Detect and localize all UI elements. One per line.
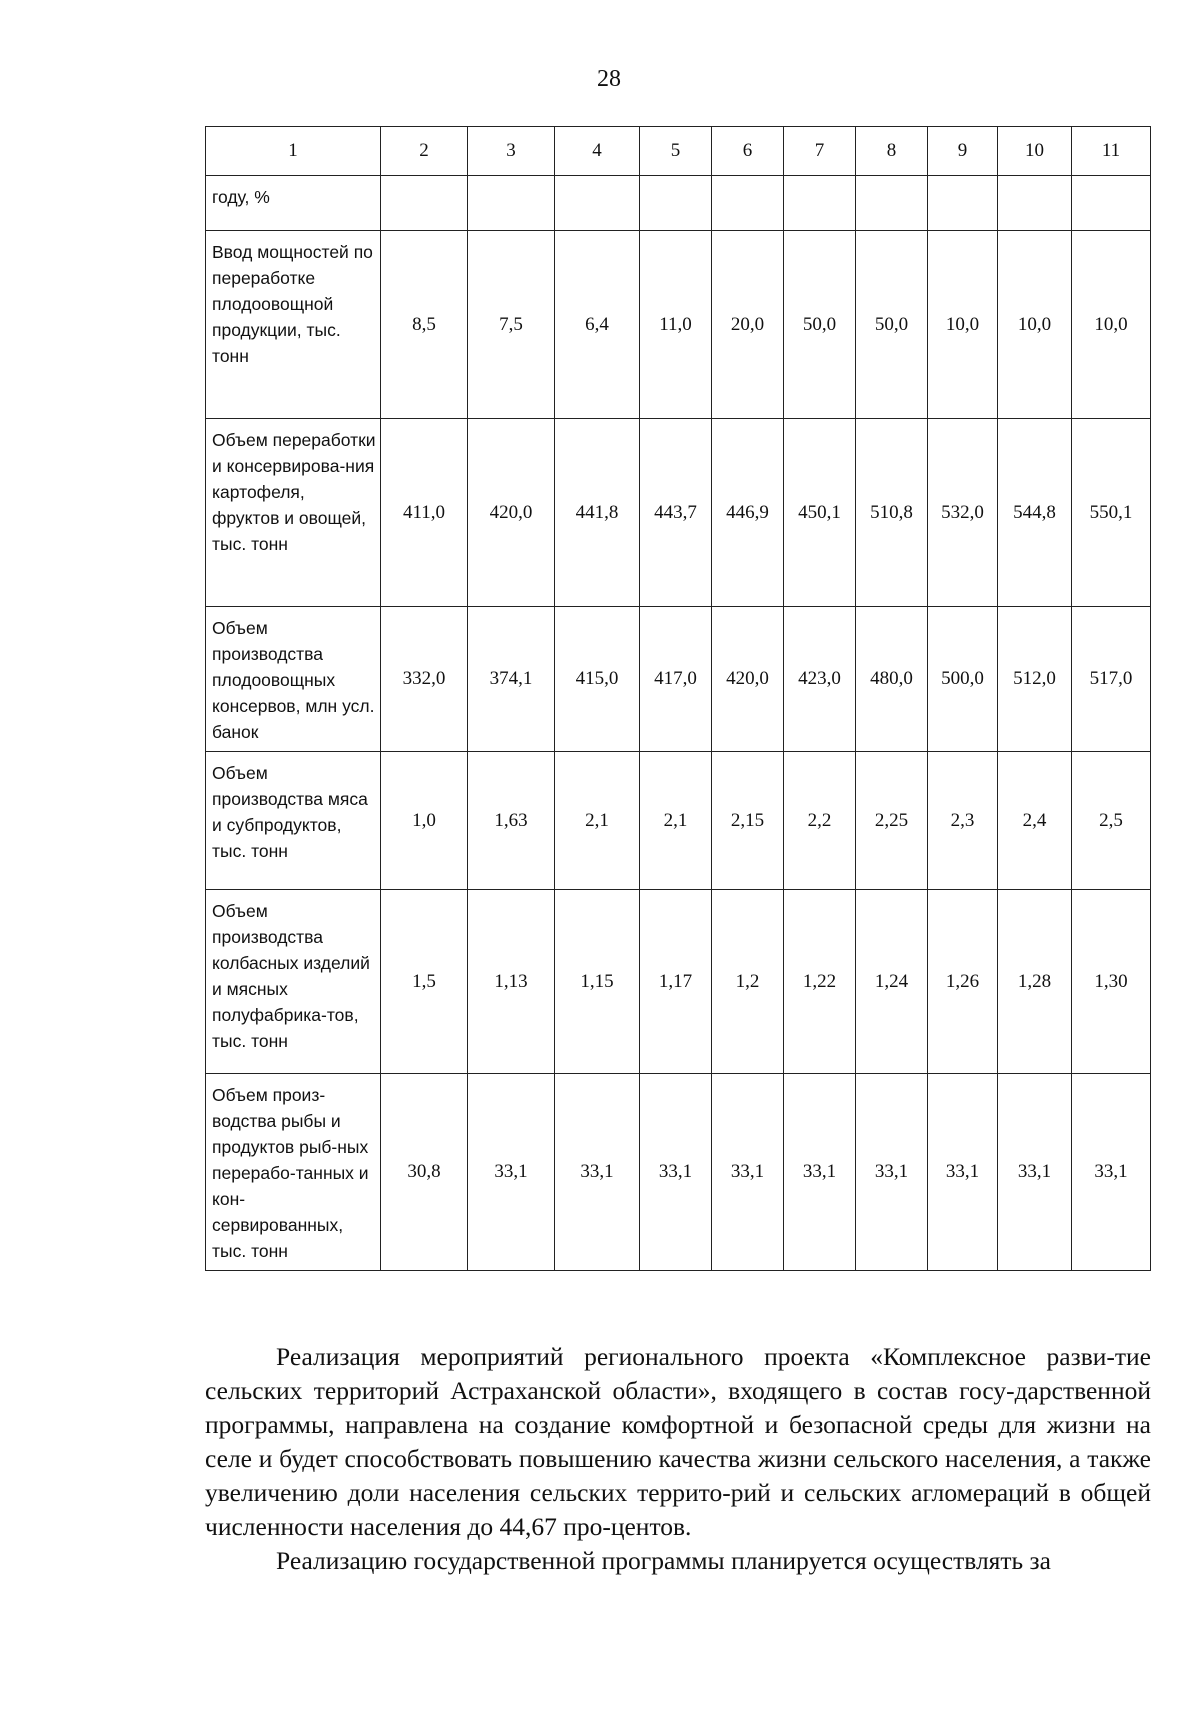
table-row [206,1074,1151,1271]
table-header-cell: 4 [555,127,640,176]
table-cell: 2,25 [856,752,928,890]
table-cell: 1,13 [468,890,555,1074]
table-cell: 6,4 [555,231,640,419]
table-header-cell: 8 [856,127,928,176]
table-cell: 517,0 [1072,607,1151,752]
row-label: Ввод мощностей по переработке плодоовощной продукции, тыс. тонн [206,231,381,419]
table-cell: 1,15 [555,890,640,1074]
table-cell: 1,24 [856,890,928,1074]
row-label: Объем произ-водства рыбы и продуктов рыб-ных перерабо-танных и кон-сервированных, тыс. тонн [206,1074,381,1271]
table-cell: 10,0 [998,231,1072,419]
row-label: Объем производства колбасных изделий и мясных полуфабрика-тов, тыс. тонн [206,890,381,1074]
table-header-cell: 1 [206,127,381,176]
table-cell: 374,1 [468,607,555,752]
table-cell: 550,1 [1072,419,1151,607]
table-cell: 2,3 [928,752,998,890]
table-header-cell: 3 [468,127,555,176]
table-cell: 423,0 [784,607,856,752]
row-label: Объем переработки и консервирова-ния картофеля, фруктов и овощей, тыс. тонн [206,419,381,607]
table-cell-empty [381,176,468,231]
table-cell: 510,8 [856,419,928,607]
table-cell: 33,1 [1072,1074,1151,1271]
table-cell: 2,1 [640,752,712,890]
table-row [206,752,1151,890]
table-cell: 420,0 [712,607,784,752]
table-cell: 20,0 [712,231,784,419]
table-row [206,607,1151,752]
continuation-row-label: году, % [206,176,381,231]
table-cell-empty [784,176,856,231]
table-cell-empty [856,176,928,231]
data-table [205,126,1151,1271]
table-cell: 1,28 [998,890,1072,1074]
table-cell: 1,26 [928,890,998,1074]
row-label: Объем производства мяса и субпродуктов, тыс. тонн [206,752,381,890]
table-cell: 332,0 [381,607,468,752]
table-cell: 8,5 [381,231,468,419]
table-cell: 500,0 [928,607,998,752]
table-row [206,890,1151,1074]
table-cell: 33,1 [712,1074,784,1271]
table-cell: 2,1 [555,752,640,890]
table-cell: 417,0 [640,607,712,752]
paragraph: Реализация мероприятий регионального проекта «Комплексное разви-тие сельских территорий Астраханской области», входящего в состав госу-дарственной программы, направлена на создание комфортной и безопасной среды для жизни на селе и будет способствовать повышению качества жизни сельского населения, а также увеличению доли населения сельских террито-рий и сельских агломераций в общей численности населения до 44,67 про-центов. [205,1342,1151,1541]
table-header-cell: 9 [928,127,998,176]
table-header-cell: 11 [1072,127,1151,176]
table-cell: 443,7 [640,419,712,607]
table-cell: 10,0 [928,231,998,419]
table-header-cell: 5 [640,127,712,176]
continuation-row [206,176,1151,231]
table-cell: 415,0 [555,607,640,752]
table-cell: 33,1 [928,1074,998,1271]
table-cell-empty [712,176,784,231]
table-cell: 1,0 [381,752,468,890]
table-header-cell: 7 [784,127,856,176]
table-cell: 2,15 [712,752,784,890]
table-cell: 420,0 [468,419,555,607]
table-cell: 33,1 [784,1074,856,1271]
table-cell: 50,0 [784,231,856,419]
table-cell: 512,0 [998,607,1072,752]
table-cell: 1,30 [1072,890,1151,1074]
paragraph: Реализацию государственной программы планируется осуществлять за [276,1546,1051,1575]
table-cell: 480,0 [856,607,928,752]
table-cell: 2,4 [998,752,1072,890]
table-header-cell: 2 [381,127,468,176]
row-label: Объем производства плодоовощных консервов, млн усл. банок [206,607,381,752]
table-cell: 441,8 [555,419,640,607]
table-row [206,419,1151,607]
table-cell: 2,2 [784,752,856,890]
table-cell: 1,5 [381,890,468,1074]
table-cell-empty [928,176,998,231]
table-header-row [206,127,1151,176]
table-cell: 50,0 [856,231,928,419]
table-cell: 446,9 [712,419,784,607]
table-cell: 33,1 [555,1074,640,1271]
table-cell: 30,8 [381,1074,468,1271]
page-number: 28 [597,66,621,92]
table-cell: 532,0 [928,419,998,607]
table-cell: 2,5 [1072,752,1151,890]
table-cell-empty [468,176,555,231]
table-cell: 7,5 [468,231,555,419]
table-row [206,231,1151,419]
body-text [205,1340,1151,1578]
table-cell: 33,1 [856,1074,928,1271]
table-cell: 450,1 [784,419,856,607]
table-cell: 1,63 [468,752,555,890]
table-cell: 411,0 [381,419,468,607]
table-cell: 1,22 [784,890,856,1074]
table-cell-empty [555,176,640,231]
table-cell: 1,2 [712,890,784,1074]
table-cell: 33,1 [640,1074,712,1271]
table-cell: 33,1 [468,1074,555,1271]
table-cell: 10,0 [1072,231,1151,419]
table-cell: 544,8 [998,419,1072,607]
table-header-cell: 6 [712,127,784,176]
table-cell: 33,1 [998,1074,1072,1271]
table-cell-empty [998,176,1072,231]
table-cell: 11,0 [640,231,712,419]
table-cell-empty [640,176,712,231]
table-cell-empty [1072,176,1151,231]
table-header-cell: 10 [998,127,1072,176]
table-cell: 1,17 [640,890,712,1074]
